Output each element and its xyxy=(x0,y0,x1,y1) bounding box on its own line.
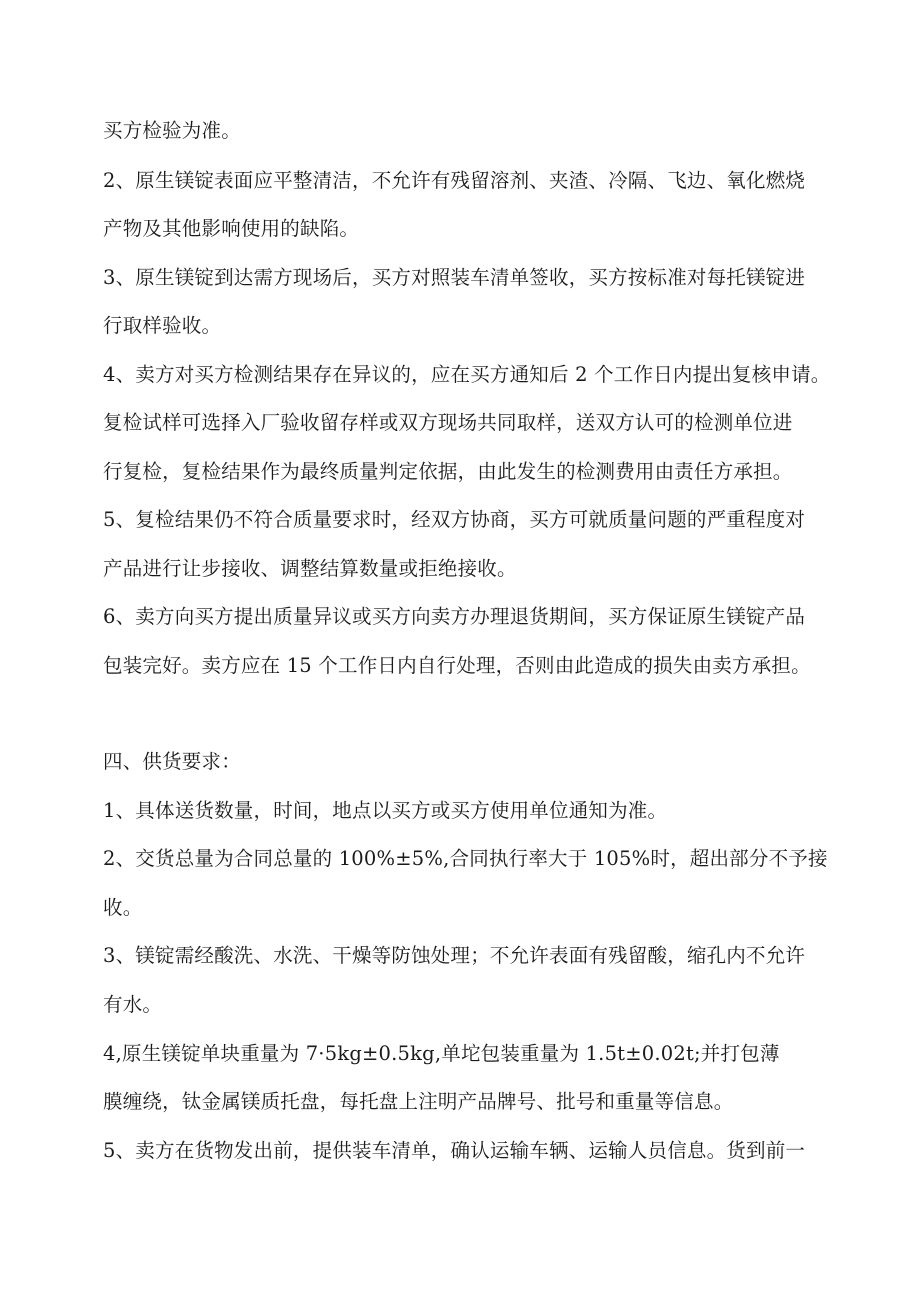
text-line: 包装完好。卖方应在 15 个工作日内自行处理，否则由此造成的损失由卖方承担。 xyxy=(103,654,811,677)
clause-item-2: 2、原生镁锭表面应平整清洁，不允许有残留溶剂、夹渣、冷隔、飞边、氧化燃烧 xyxy=(103,169,806,192)
clause-item-3: 3、原生镁锭到达需方现场后，买方对照装车清单签收，买方按标准对每托镁锭进 xyxy=(103,266,806,289)
text-line: 行取样验收。 xyxy=(103,314,222,337)
text-line: 收。 xyxy=(103,896,143,919)
text-line: 复检试样可选择入厂验收留存样或双方现场共同取样，送双方认可的检测单位进 xyxy=(103,411,793,434)
supply-item-1: 1、具体送货数量，时间，地点以买方或买方使用单位通知为准。 xyxy=(103,799,668,822)
text-line: 行复检，复检结果作为最终质量判定依据，由此发生的检测费用由责任方承担。 xyxy=(103,460,793,483)
text-line: 有水。 xyxy=(103,993,163,1016)
supply-item-5: 5、卖方在货物发出前，提供装车清单，确认运输车辆、运输人员信息。货到前一 xyxy=(103,1139,806,1162)
clause-item-4: 4、卖方对买方检测结果存在异议的，应在买方通知后 2 个工作日内提出复核申请。 xyxy=(103,363,831,386)
supply-item-3: 3、镁锭需经酸洗、水洗、干燥等防蚀处理；不允许表面有残留酸，缩孔内不允许 xyxy=(103,944,806,967)
text-line: 膜缠绕，钛金属镁质托盘，每托盘上注明产品牌号、批号和重量等信息。 xyxy=(103,1090,734,1113)
supply-item-4: 4,原生镁锭单块重量为 7·5kg±0.5kg,单坨包装重量为 1.5t±0.02t;并打包薄 xyxy=(103,1042,780,1065)
clause-item-5: 5、复检结果仍不符合质量要求时，经双方协商，买方可就质量问题的严重程度对 xyxy=(103,508,806,531)
section-heading: 四、供货要求： xyxy=(103,750,241,773)
text-line: 买方检验为准。 xyxy=(103,119,241,142)
clause-item-6: 6、卖方向买方提出质量异议或买方向卖方办理退货期间，买方保证原生镁锭产品 xyxy=(103,605,806,628)
text-line: 产品进行让步接收、调整结算数量或拒绝接收。 xyxy=(103,557,517,580)
supply-item-2: 2、交货总量为合同总量的 100%±5%,合同执行率大于 105%时，超出部分不予接 xyxy=(103,847,828,870)
text-line: 产物及其他影响使用的缺陷。 xyxy=(103,217,360,240)
